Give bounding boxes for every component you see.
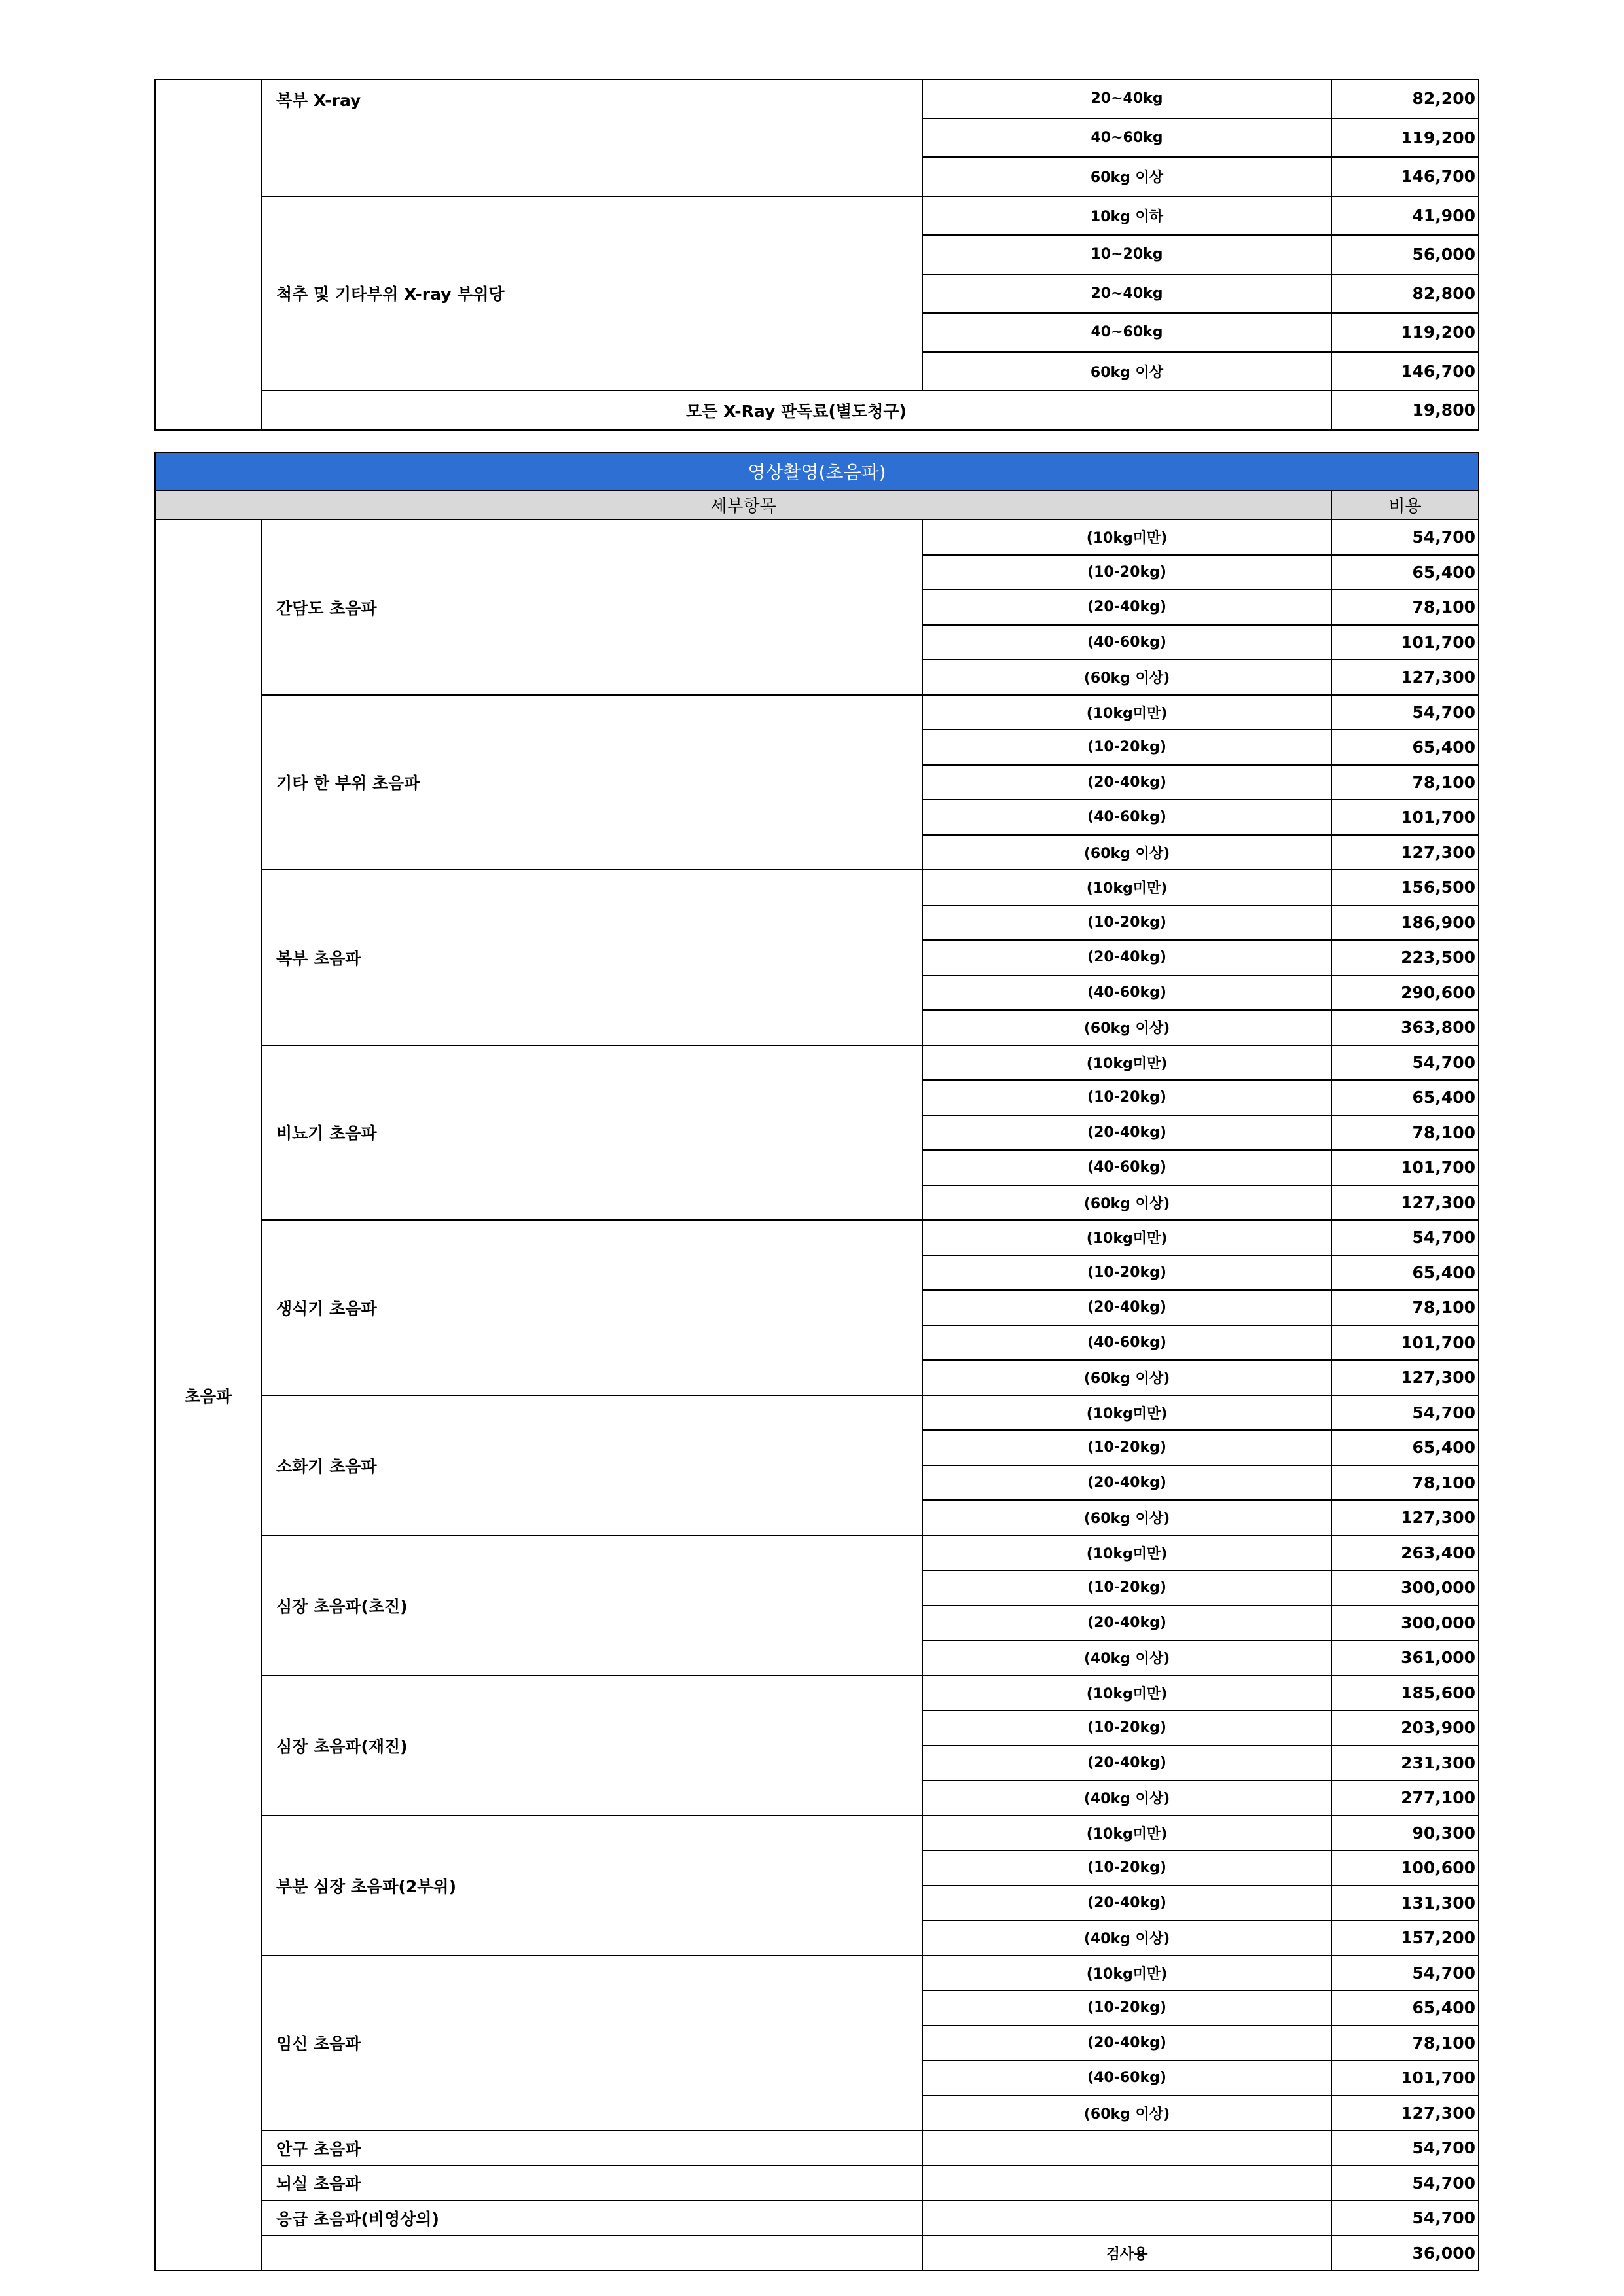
weight-range: (40-60kg) — [922, 975, 1331, 1011]
weight-range — [922, 2200, 1331, 2236]
weight-range: (20-40kg) — [922, 940, 1331, 975]
price: 54,700 — [1331, 1956, 1479, 1991]
price: 54,700 — [1331, 1220, 1479, 1255]
weight-range: 검사용 — [922, 2236, 1331, 2271]
weight-range: (10kg미만) — [922, 520, 1331, 555]
weight-range: (40-60kg) — [922, 800, 1331, 835]
weight-range: (10-20kg) — [922, 1850, 1331, 1886]
weight-range: (40-60kg) — [922, 625, 1331, 660]
header-cost: 비용 — [1331, 490, 1479, 520]
weight-range: (10-20kg) — [922, 1080, 1331, 1115]
weight-range: (60kg 이상) — [922, 1185, 1331, 1221]
item-name: 뇌실 초음파 — [261, 2166, 922, 2201]
price: 361,000 — [1331, 1640, 1479, 1676]
weight-range: (10-20kg) — [922, 1570, 1331, 1605]
price: 223,500 — [1331, 940, 1479, 975]
price: 290,600 — [1331, 975, 1479, 1011]
weight-range: (10kg미만) — [922, 870, 1331, 905]
price: 65,400 — [1331, 730, 1479, 765]
weight-range: (20-40kg) — [922, 1886, 1331, 1921]
item-name: 심장 초음파(재진) — [261, 1676, 922, 1816]
price: 78,100 — [1331, 1465, 1479, 1501]
price: 127,300 — [1331, 1360, 1479, 1395]
price: 231,300 — [1331, 1746, 1479, 1781]
table-row — [155, 1045, 1479, 1081]
weight-range: (10-20kg) — [922, 1430, 1331, 1465]
weight-range — [922, 2130, 1331, 2166]
price: 127,300 — [1331, 835, 1479, 870]
price: 90,300 — [1331, 1816, 1479, 1851]
table-row — [155, 2200, 1479, 2236]
weight-range — [922, 2166, 1331, 2201]
item-name: 척추 및 기타부위 X-ray 부위당 — [261, 196, 922, 391]
weight-range: (10kg미만) — [922, 1535, 1331, 1571]
price: 146,700 — [1331, 157, 1479, 196]
price: 146,700 — [1331, 352, 1479, 391]
table-row — [155, 1220, 1479, 1255]
table-row — [155, 2130, 1479, 2166]
price: 185,600 — [1331, 1676, 1479, 1711]
price: 157,200 — [1331, 1920, 1479, 1956]
category-cell: 초음파 — [155, 520, 261, 2270]
weight-range: 20~40kg — [922, 79, 1331, 118]
price: 65,400 — [1331, 1990, 1479, 2026]
weight-range: (20-40kg) — [922, 2026, 1331, 2061]
price: 300,000 — [1331, 1570, 1479, 1605]
table-row — [155, 870, 1479, 905]
table-row — [155, 520, 1479, 555]
xray-category-cell — [155, 79, 261, 430]
weight-range: (60kg 이상) — [922, 1360, 1331, 1395]
weight-range: (20-40kg) — [922, 1465, 1331, 1501]
price: 100,600 — [1331, 1850, 1479, 1886]
item-name: 생식기 초음파 — [261, 1220, 922, 1395]
item-name: 안구 초음파 — [261, 2130, 922, 2166]
price: 131,300 — [1331, 1886, 1479, 1921]
price: 78,100 — [1331, 765, 1479, 800]
price: 78,100 — [1331, 2026, 1479, 2061]
weight-range: (10-20kg) — [922, 1990, 1331, 2026]
price: 54,700 — [1331, 2166, 1479, 2201]
item-name: 소화기 초음파 — [261, 1395, 922, 1535]
weight-range: 10~20kg — [922, 235, 1331, 274]
weight-range: (10-20kg) — [922, 905, 1331, 941]
weight-range: (10-20kg) — [922, 1255, 1331, 1291]
price: 56,000 — [1331, 235, 1479, 274]
weight-range: (60kg 이상) — [922, 1500, 1331, 1535]
item-name: 복부 X-ray — [261, 79, 922, 196]
price: 156,500 — [1331, 870, 1479, 905]
price: 277,100 — [1331, 1780, 1479, 1816]
weight-range: (60kg 이상) — [922, 835, 1331, 870]
weight-range: 20~40kg — [922, 274, 1331, 314]
price: 65,400 — [1331, 1080, 1479, 1115]
item-name: 복부 초음파 — [261, 870, 922, 1045]
weight-range: (10-20kg) — [922, 1710, 1331, 1746]
weight-range: 40~60kg — [922, 313, 1331, 352]
weight-range: (40-60kg) — [922, 1150, 1331, 1185]
price: 78,100 — [1331, 590, 1479, 625]
item-name: 응급 초음파(비영상의) — [261, 2200, 922, 2236]
price: 119,200 — [1331, 118, 1479, 158]
xray-price-table — [154, 79, 1479, 431]
item-name: 부분 심장 초음파(2부위) — [261, 1816, 922, 1956]
weight-range: (60kg 이상) — [922, 660, 1331, 695]
weight-range: (10kg미만) — [922, 695, 1331, 730]
weight-range: 60kg 이상 — [922, 157, 1331, 196]
table-row — [155, 1676, 1479, 1711]
price: 186,900 — [1331, 905, 1479, 941]
price: 101,700 — [1331, 800, 1479, 835]
weight-range: (40kg 이상) — [922, 1780, 1331, 1816]
table-row — [155, 1535, 1479, 1571]
table-row — [155, 1395, 1479, 1431]
price: 65,400 — [1331, 1430, 1479, 1465]
price: 101,700 — [1331, 1150, 1479, 1185]
price: 54,700 — [1331, 695, 1479, 730]
price: 65,400 — [1331, 1255, 1479, 1291]
price: 127,300 — [1331, 2096, 1479, 2131]
price: 127,300 — [1331, 660, 1479, 695]
weight-range: (10kg미만) — [922, 1676, 1331, 1711]
price: 82,200 — [1331, 79, 1479, 118]
price: 119,200 — [1331, 313, 1479, 352]
ultrasound-price-table — [154, 452, 1479, 2271]
item-name: 임신 초음파 — [261, 1956, 922, 2131]
table-row — [155, 695, 1479, 730]
item-name: 비뇨기 초음파 — [261, 1045, 922, 1221]
weight-range: (20-40kg) — [922, 1605, 1331, 1641]
price: 300,000 — [1331, 1605, 1479, 1641]
weight-range: (60kg 이상) — [922, 1010, 1331, 1045]
price: 54,700 — [1331, 1045, 1479, 1081]
weight-range: (40-60kg) — [922, 1325, 1331, 1361]
weight-range: (20-40kg) — [922, 1746, 1331, 1781]
item-name: 심장 초음파(초진) — [261, 1535, 922, 1676]
weight-range: (40-60kg) — [922, 2060, 1331, 2096]
price: 101,700 — [1331, 625, 1479, 660]
weight-range: (20-40kg) — [922, 590, 1331, 625]
price: 78,100 — [1331, 1115, 1479, 1151]
weight-range: (20-40kg) — [922, 765, 1331, 800]
price: 36,000 — [1331, 2236, 1479, 2271]
weight-range: (10kg미만) — [922, 1816, 1331, 1851]
weight-range: (40kg 이상) — [922, 1920, 1331, 1956]
section-title: 영상촬영(초음파) — [155, 452, 1479, 490]
price: 41,900 — [1331, 196, 1479, 236]
weight-range: (40kg 이상) — [922, 1640, 1331, 1676]
weight-range: (10kg미만) — [922, 1045, 1331, 1081]
price: 54,700 — [1331, 1395, 1479, 1431]
weight-range: (20-40kg) — [922, 1290, 1331, 1325]
price: 101,700 — [1331, 2060, 1479, 2096]
price: 54,700 — [1331, 2130, 1479, 2166]
table-row — [155, 2236, 1479, 2271]
weight-range: 60kg 이상 — [922, 352, 1331, 391]
weight-range: 10kg 이하 — [922, 196, 1331, 236]
weight-range: (10-20kg) — [922, 730, 1331, 765]
table-row — [155, 1956, 1479, 1991]
reading-fee-price: 19,800 — [1331, 391, 1479, 430]
price: 203,900 — [1331, 1710, 1479, 1746]
item-name: 간담도 초음파 — [261, 520, 922, 695]
weight-range: (10kg미만) — [922, 1395, 1331, 1431]
item-name: 기타 한 부위 초음파 — [261, 695, 922, 870]
weight-range: 40~60kg — [922, 118, 1331, 158]
price: 82,800 — [1331, 274, 1479, 314]
table-row — [155, 1816, 1479, 1851]
price: 78,100 — [1331, 1290, 1479, 1325]
weight-range: (20-40kg) — [922, 1115, 1331, 1151]
price: 101,700 — [1331, 1325, 1479, 1361]
reading-fee-label: 모든 X-Ray 판독료(별도청구) — [261, 391, 1331, 430]
price: 54,700 — [1331, 520, 1479, 555]
price: 363,800 — [1331, 1010, 1479, 1045]
weight-range: (60kg 이상) — [922, 2096, 1331, 2131]
item-name — [261, 2236, 922, 2271]
weight-range: (10-20kg) — [922, 555, 1331, 590]
price: 54,700 — [1331, 2200, 1479, 2236]
price: 127,300 — [1331, 1185, 1479, 1221]
weight-range: (10kg미만) — [922, 1220, 1331, 1255]
table-row — [155, 2166, 1479, 2201]
header-detail-item: 세부항목 — [155, 490, 1331, 520]
price: 127,300 — [1331, 1500, 1479, 1535]
price: 65,400 — [1331, 555, 1479, 590]
weight-range: (10kg미만) — [922, 1956, 1331, 1991]
price: 263,400 — [1331, 1535, 1479, 1571]
